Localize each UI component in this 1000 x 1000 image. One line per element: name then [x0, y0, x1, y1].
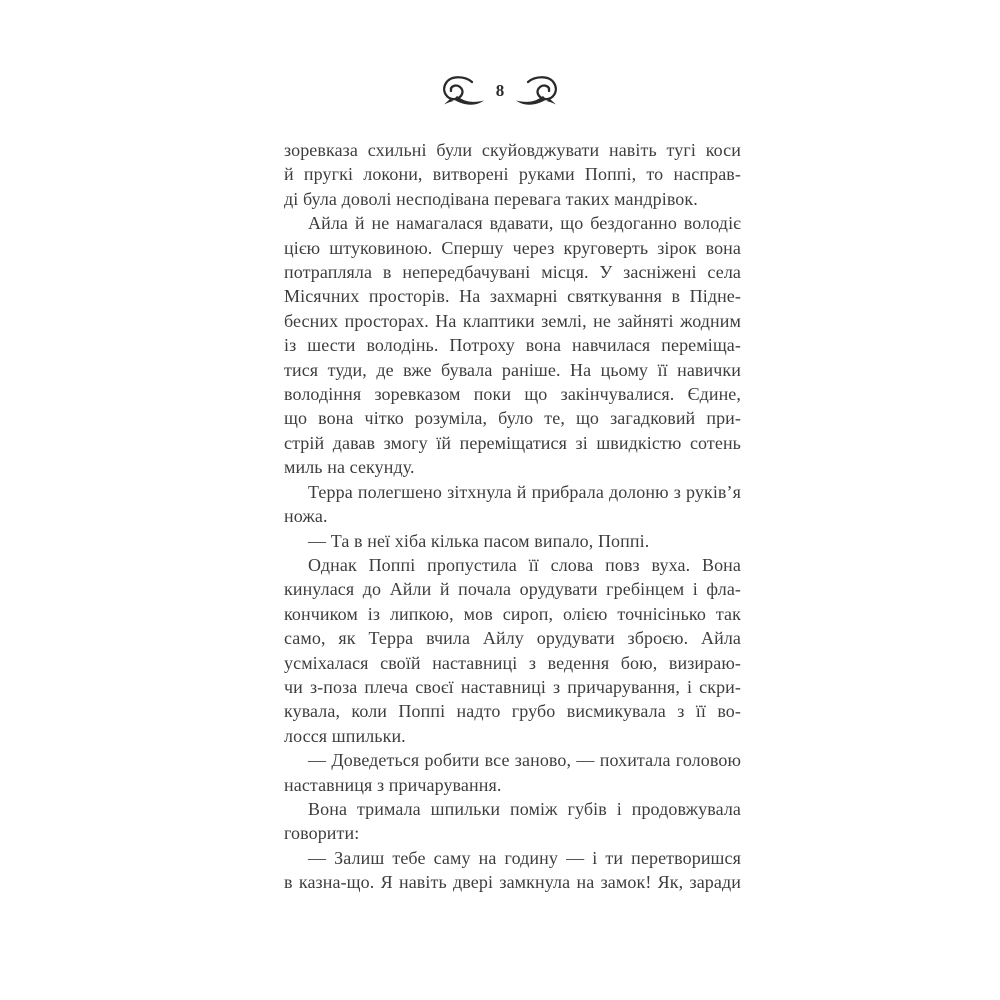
- text-line: — Залиш тебе саму на годину — і ти перетворишся: [308, 847, 741, 868]
- text-line: наставниця з причарування.: [284, 774, 502, 795]
- text-line: володіння зоревказом поки що закінчувалися. Єдине,: [284, 384, 741, 405]
- text-line: ножа.: [284, 506, 328, 527]
- text-line: кончиком із липкою, мов сироп, олією точнісінько так: [284, 603, 741, 624]
- text-line: говорити:: [284, 823, 360, 844]
- text-line: потрапляла в непередбачувані місця. У засніжені села: [284, 262, 741, 283]
- text-line: Вона тримала шпильки поміж губів і продовжувала: [308, 798, 741, 819]
- text-line: в казна-що. Я навіть двері замкнула на замок! Як, заради: [284, 872, 741, 893]
- text-line: із шести володінь. Потроху вона навчилася переміща-: [284, 335, 741, 356]
- page-number: 8: [495, 80, 505, 100]
- text-line: зоревказа схильні були скуйовджувати навіть тугі коси: [284, 140, 741, 160]
- text-line: миль на секунду.: [284, 457, 415, 478]
- text-line: бесних просторах. На клаптики землі, не зайняті жодним: [284, 310, 741, 331]
- page-header: [0, 74, 1000, 106]
- flourish-left-icon: [439, 75, 485, 105]
- text-line: само, як Терра вчила Айлу орудувати зброєю. Айла: [284, 628, 741, 649]
- text-line: — Доведеться робити все заново, — похитала головою: [308, 750, 741, 771]
- text-line: Місячних просторів. На захмарні святкування в Підне-: [284, 286, 741, 307]
- text-line: й пругкі локони, витворені руками Поппі, то насправ-: [284, 164, 741, 185]
- text-line: цією штуковиною. Спершу через круговерть зірок вона: [284, 237, 741, 258]
- page-text: [284, 138, 741, 895]
- text-line: усміхалася своїй наставниці з ведення бою, визираю-: [284, 652, 741, 673]
- text-line: кувала, коли Поппі надто грубо висмикувала з її во-: [284, 701, 741, 722]
- text-line: Терра полегшено зітхнула й прибрала долоню з руків’я: [308, 481, 741, 502]
- text-line: ді була доволі несподівана перевага таких мандрівок.: [284, 188, 698, 209]
- text-line: — Та в неї хіба кілька пасом випало, Поппі.: [308, 530, 650, 551]
- text-line: лосся шпильки.: [284, 725, 406, 746]
- text-line: стрій давав змогу їй переміщатися зі швидкістю сотень: [284, 432, 741, 453]
- flourish-right-icon: [515, 75, 561, 105]
- text-line: кинулася до Айли й почала орудувати гребінцем і фла-: [284, 579, 741, 600]
- text-line: чи з-поза плеча своєї наставниці з причарування, і скри-: [284, 676, 741, 697]
- text-line: тися туди, де вже бувала раніше. На цьому її навички: [284, 359, 741, 380]
- text-line: що вона чітко розуміла, було те, що загадковий при-: [284, 408, 741, 429]
- text-line: Однак Поппі пропустила її слова повз вуха. Вона: [308, 554, 741, 575]
- text-line: Айла й не намагалася вдавати, що бездоганно володіє: [308, 213, 741, 234]
